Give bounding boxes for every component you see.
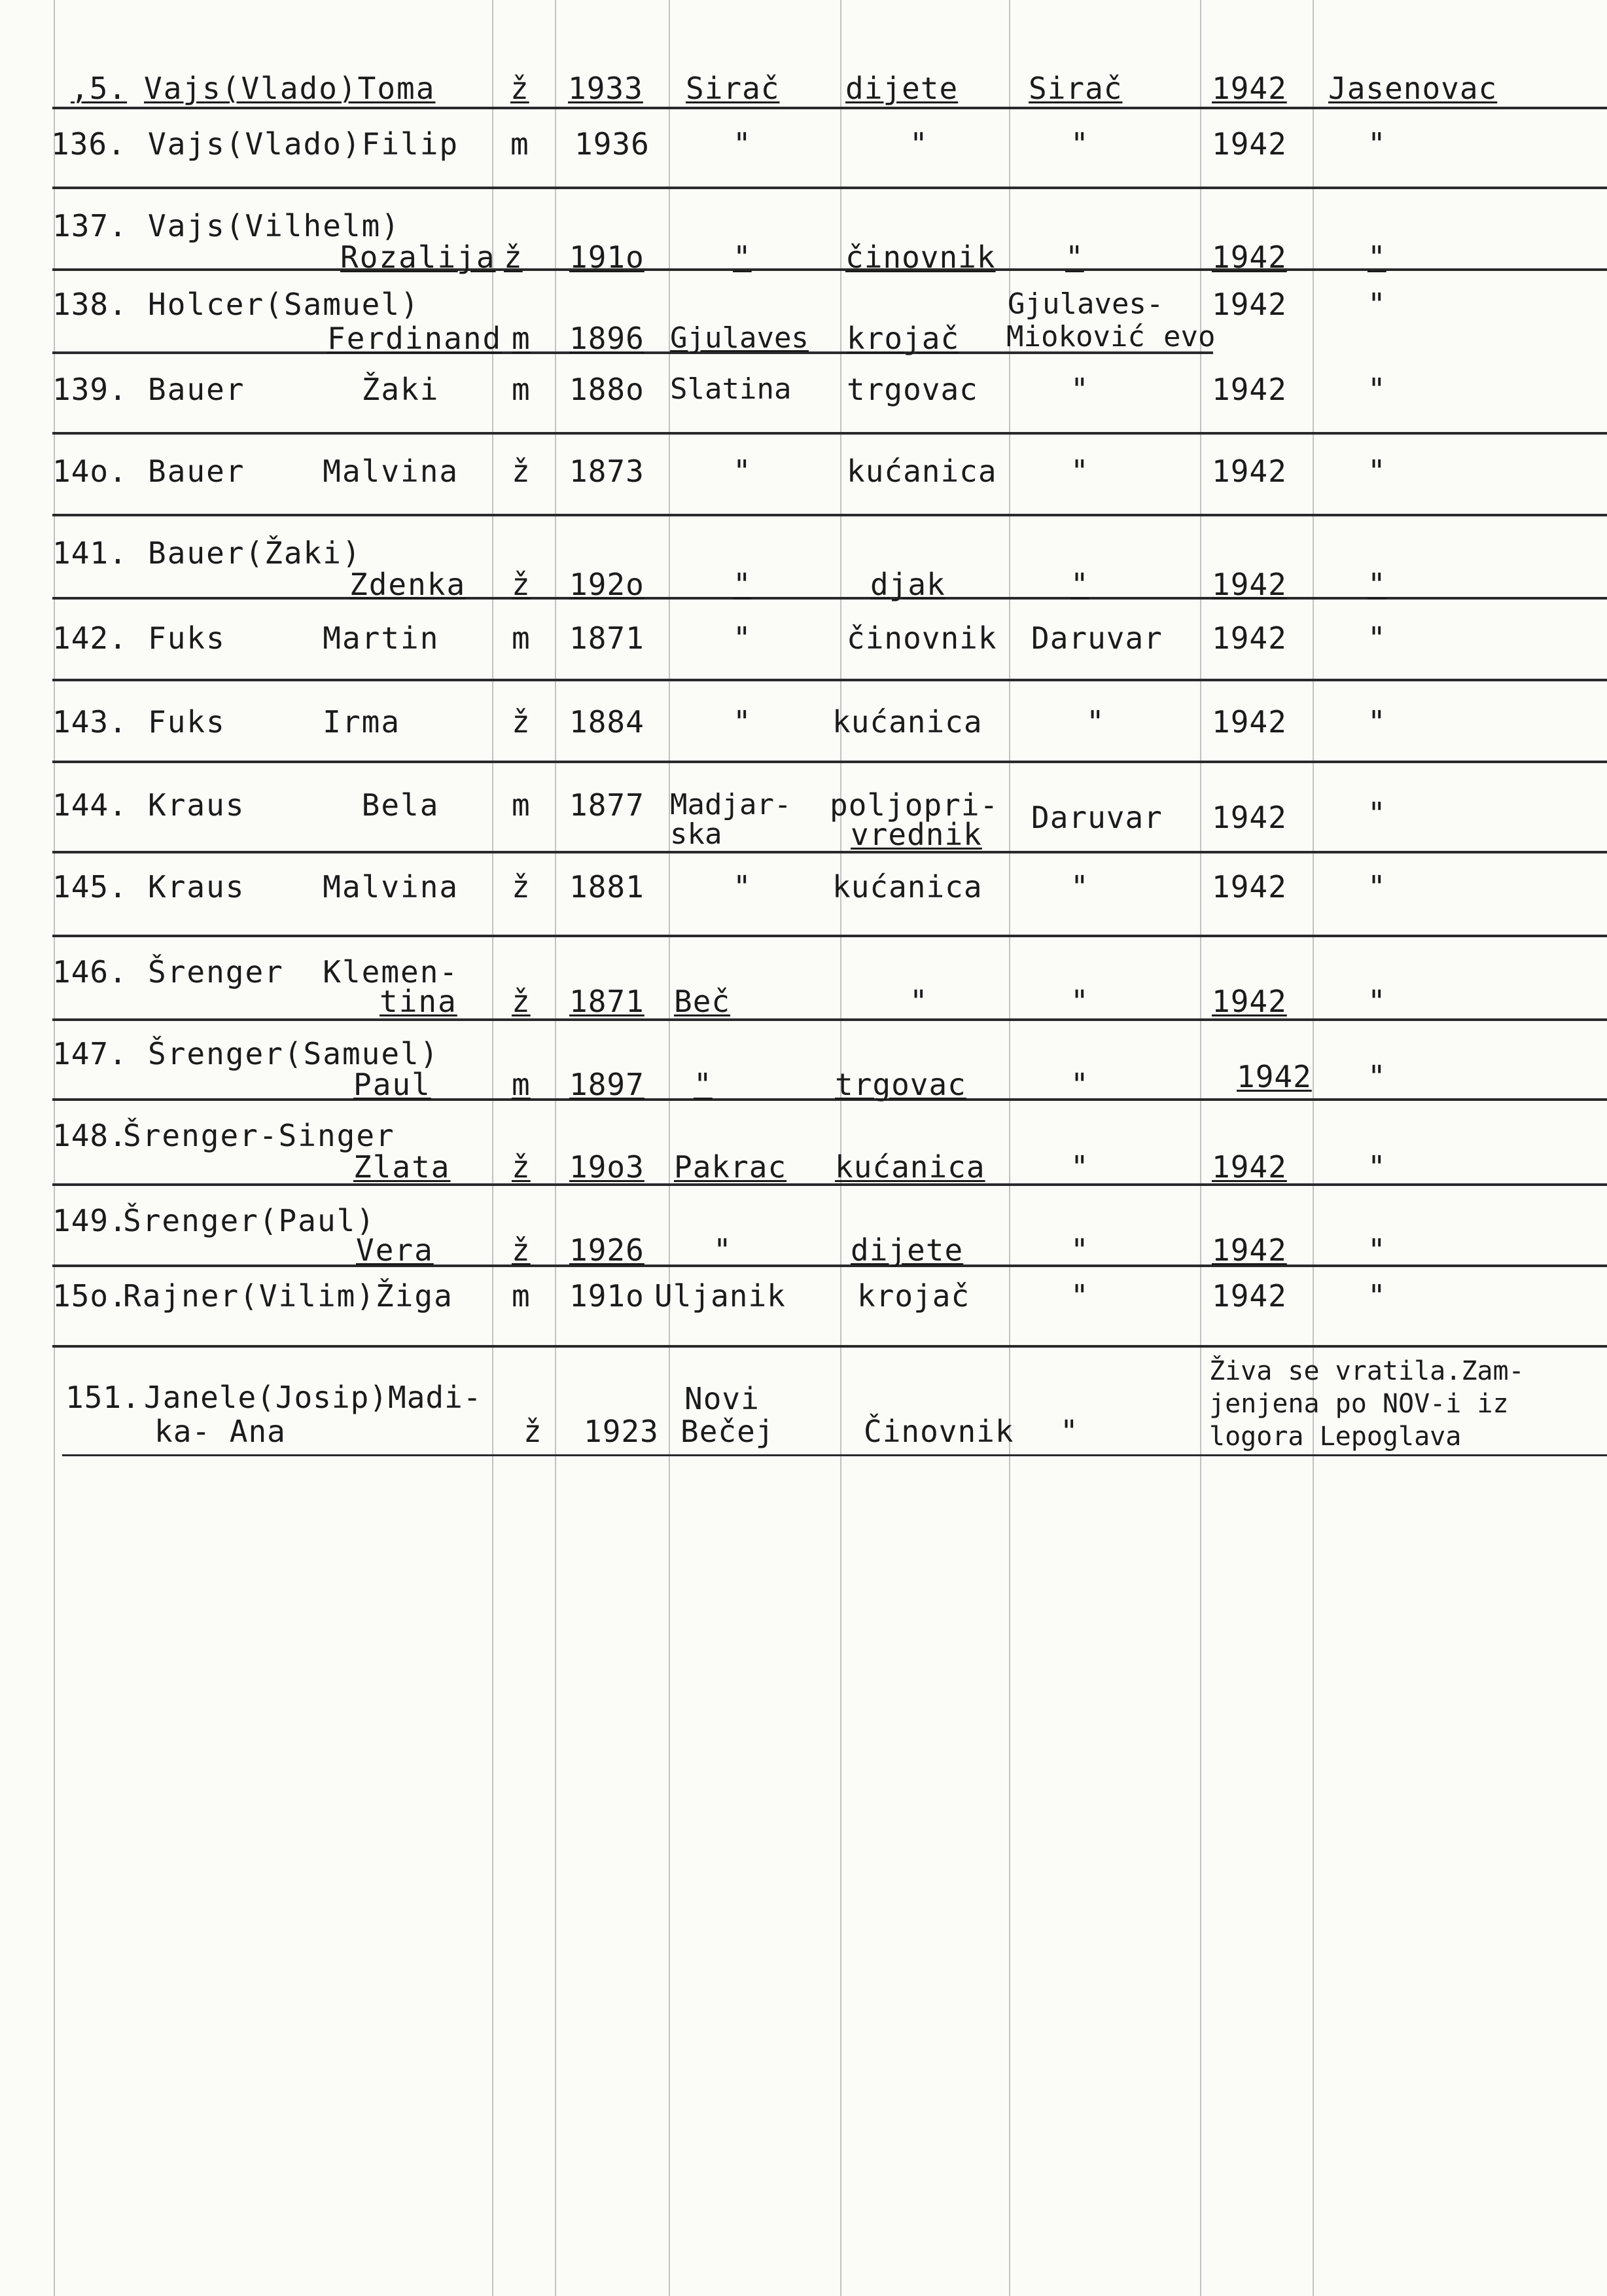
column-rule bbox=[555, 0, 556, 2296]
occupation: kućanica bbox=[835, 1149, 985, 1185]
occupation: dijete bbox=[851, 1232, 964, 1268]
row-number: 142. bbox=[52, 620, 128, 656]
birthplace: " bbox=[733, 620, 752, 656]
person-name: Fuks Irma bbox=[148, 704, 401, 740]
birth-year: 1873 bbox=[569, 454, 645, 489]
occupation: krojač bbox=[857, 1278, 970, 1314]
birthplace: Gjulaves bbox=[670, 321, 809, 355]
note-line: Živa se vratila.Zam- bbox=[1209, 1356, 1525, 1386]
row-number: 146. bbox=[52, 954, 128, 990]
residence: " bbox=[1070, 1067, 1089, 1102]
camp: " bbox=[1368, 1149, 1386, 1185]
row-number: 141. bbox=[52, 535, 128, 571]
person-name: Janele(Josip)Madi- bbox=[144, 1380, 482, 1415]
sex: ž bbox=[512, 984, 531, 1019]
sex: ž bbox=[523, 1414, 542, 1449]
residence: " bbox=[1070, 454, 1089, 489]
camp: " bbox=[1368, 1232, 1386, 1268]
sex: ž bbox=[512, 1232, 531, 1268]
residence: " bbox=[1070, 1278, 1089, 1314]
camp: Jasenovac bbox=[1328, 71, 1498, 106]
row-separator bbox=[52, 851, 1607, 853]
camp: " bbox=[1368, 567, 1386, 602]
row-separator bbox=[52, 1345, 1607, 1348]
row-separator bbox=[52, 679, 1607, 681]
birth-year: 1926 bbox=[569, 1232, 645, 1268]
death-year: 1942 bbox=[1212, 71, 1287, 106]
occupation: djak bbox=[870, 567, 945, 602]
row-number: 139. bbox=[52, 372, 128, 407]
row-number: 137. bbox=[52, 208, 128, 243]
row-number: ,5. bbox=[71, 71, 128, 106]
column-rule bbox=[1313, 0, 1314, 2296]
row-separator bbox=[52, 187, 1607, 189]
person-name-continued: Rozalija bbox=[340, 240, 496, 275]
note-line: jenjena po NOV-i iz bbox=[1209, 1389, 1509, 1419]
row-number: 147. bbox=[52, 1036, 128, 1071]
row-separator bbox=[52, 935, 1607, 937]
person-name: Vajs(Vilhelm) bbox=[148, 208, 401, 243]
camp: " bbox=[1368, 454, 1386, 489]
death-year: 1942 bbox=[1212, 1232, 1287, 1268]
person-name: Bauer(Žaki) bbox=[148, 535, 362, 571]
person-name-continued: Paul bbox=[353, 1067, 431, 1102]
birthplace: " bbox=[733, 704, 752, 740]
row-separator bbox=[52, 107, 1607, 109]
occupation: " bbox=[909, 126, 928, 162]
sex: ž bbox=[512, 1149, 531, 1185]
death-year: 1942 bbox=[1212, 454, 1287, 489]
person-name: Vajs(Vlado)Toma bbox=[144, 71, 436, 106]
row-number: 15o. bbox=[52, 1278, 128, 1314]
row-number: 136. bbox=[51, 126, 126, 162]
residence: " bbox=[1070, 126, 1089, 162]
birthplace: Novi bbox=[684, 1381, 760, 1416]
sex: m bbox=[512, 372, 531, 407]
camp: " bbox=[1368, 1278, 1386, 1314]
residence: " bbox=[1070, 984, 1089, 1019]
birthplace-continued: ska bbox=[670, 817, 722, 851]
row-number: 145. bbox=[52, 869, 128, 905]
death-year: 1942 bbox=[1212, 869, 1287, 905]
birth-year: 1897 bbox=[569, 1067, 645, 1102]
row-number: 144. bbox=[52, 787, 128, 823]
camp: " bbox=[1368, 372, 1386, 407]
occupation: dijete bbox=[845, 71, 959, 106]
camp: " bbox=[1368, 620, 1386, 656]
birth-year: 1884 bbox=[569, 704, 645, 740]
person-name-continued: Zlata bbox=[353, 1149, 451, 1185]
residence: " bbox=[1065, 240, 1084, 275]
camp: " bbox=[1368, 126, 1386, 162]
occupation: činovnik bbox=[847, 620, 997, 656]
residence: Daruvar bbox=[1031, 620, 1163, 656]
birthplace: Madjar- bbox=[670, 788, 792, 821]
residence: " bbox=[1086, 704, 1105, 740]
birth-year: 1933 bbox=[568, 71, 643, 106]
camp: " bbox=[1368, 1059, 1386, 1094]
birth-year: 1936 bbox=[574, 126, 650, 162]
occupation: činovnik bbox=[845, 240, 996, 275]
person-name-continued: Vera bbox=[356, 1232, 434, 1268]
occupation: Činovnik bbox=[864, 1414, 1014, 1449]
death-year: 1942 bbox=[1212, 1278, 1287, 1314]
camp: " bbox=[1368, 869, 1386, 905]
person-name: Šrenger Klemen- bbox=[148, 954, 459, 990]
sex: m bbox=[512, 321, 531, 356]
row-number: 149. bbox=[52, 1203, 128, 1238]
row-separator bbox=[52, 432, 1607, 435]
birth-year: 1923 bbox=[584, 1414, 659, 1449]
sex: m bbox=[512, 1067, 531, 1102]
occupation: trgovac bbox=[835, 1067, 966, 1102]
person-name: Vajs(Vlado)Filip bbox=[148, 126, 459, 162]
occupation: krojač bbox=[847, 321, 960, 356]
occupation: kućanica bbox=[847, 454, 997, 489]
row-number: 138. bbox=[52, 287, 128, 322]
birthplace: " bbox=[733, 869, 752, 905]
sex: m bbox=[512, 1278, 531, 1314]
person-name: Šrenger(Samuel) bbox=[148, 1036, 440, 1071]
row-number: 148. bbox=[52, 1118, 128, 1153]
death-year: 1942 bbox=[1212, 1149, 1287, 1185]
residence: " bbox=[1070, 372, 1089, 407]
note-line: logora Lepoglava bbox=[1209, 1422, 1462, 1452]
death-year: 1942 bbox=[1212, 567, 1287, 602]
birthplace: " bbox=[733, 567, 752, 602]
row-separator bbox=[52, 761, 1607, 763]
residence-continued: Mioković bbox=[1006, 320, 1145, 353]
death-year: 1942 bbox=[1212, 704, 1287, 740]
death-year: 1942 bbox=[1212, 984, 1287, 1019]
person-name: Šrenger-Singer bbox=[123, 1118, 395, 1153]
birthplace: " bbox=[733, 240, 752, 275]
death-year: 1942 bbox=[1212, 372, 1287, 407]
birthplace: Uljanik bbox=[654, 1278, 786, 1314]
sex: m bbox=[512, 620, 531, 656]
occupation-continued: vrednik bbox=[851, 817, 982, 852]
camp: " bbox=[1368, 704, 1386, 740]
person-name-continued: Ferdinand bbox=[327, 321, 503, 356]
birth-year: 191o bbox=[569, 240, 645, 275]
row-number: 143. bbox=[52, 704, 128, 740]
residence: Daruvar bbox=[1031, 800, 1163, 835]
occupation: kućanica bbox=[832, 704, 983, 740]
death-year: 1942 bbox=[1212, 287, 1287, 322]
residence: Sirač bbox=[1029, 71, 1123, 106]
sex: ž bbox=[510, 71, 529, 106]
residence: Gjulaves- bbox=[1008, 287, 1164, 321]
row-separator bbox=[62, 1454, 1607, 1456]
residence-continued: evo bbox=[1163, 320, 1216, 353]
residence: " bbox=[1070, 869, 1089, 905]
sex: ž bbox=[512, 869, 531, 905]
residence: " bbox=[1060, 1414, 1079, 1449]
birthplace: Beč bbox=[674, 984, 731, 1019]
person-name: Holcer(Samuel) bbox=[148, 287, 420, 322]
sex: ž bbox=[512, 454, 531, 489]
person-name: Fuks Martin bbox=[148, 620, 440, 656]
birthplace: " bbox=[713, 1232, 732, 1268]
sex: ž bbox=[504, 240, 523, 275]
person-name: Kraus Bela bbox=[148, 787, 440, 823]
sex: ž bbox=[512, 704, 531, 740]
camp: " bbox=[1368, 287, 1386, 322]
sex: m bbox=[510, 126, 529, 162]
sex: ž bbox=[512, 567, 531, 602]
birth-year: 191o bbox=[569, 1278, 645, 1314]
birthplace: " bbox=[694, 1067, 713, 1102]
residence: " bbox=[1070, 1232, 1089, 1268]
death-year: 1942 bbox=[1212, 126, 1287, 162]
person-name: Bauer Malvina bbox=[148, 454, 459, 489]
birth-year: 192o bbox=[569, 567, 645, 602]
death-year: 1942 bbox=[1212, 800, 1287, 835]
occupation: trgovac bbox=[847, 372, 978, 407]
person-name-continued: tina bbox=[380, 984, 457, 1019]
person-name: Rajner(Vilim)Žiga bbox=[123, 1278, 453, 1314]
death-year: 1942 bbox=[1212, 240, 1287, 275]
row-number: 151. bbox=[65, 1380, 141, 1415]
birthplace: Sirač bbox=[686, 71, 780, 106]
person-name: Kraus Malvina bbox=[148, 869, 459, 905]
birth-year: 1896 bbox=[569, 321, 645, 356]
death-year: 1942 bbox=[1237, 1059, 1312, 1094]
birthplace: " bbox=[733, 126, 752, 162]
row-separator bbox=[52, 514, 1607, 516]
row-separator bbox=[52, 1098, 1607, 1101]
birth-year: 19o3 bbox=[569, 1149, 645, 1185]
birthplace-continued: Bečej bbox=[680, 1414, 775, 1449]
person-name-continued: Zdenka bbox=[349, 567, 467, 602]
person-name: Šrenger(Paul) bbox=[123, 1203, 376, 1238]
birth-year: 1871 bbox=[569, 984, 645, 1019]
sex: m bbox=[512, 787, 531, 823]
birthplace: Slatina bbox=[670, 372, 792, 406]
death-year: 1942 bbox=[1212, 620, 1287, 656]
residence: " bbox=[1070, 1149, 1089, 1185]
camp: " bbox=[1368, 796, 1386, 831]
birth-year: 1877 bbox=[569, 787, 645, 823]
birthplace: Pakrac bbox=[674, 1149, 787, 1185]
column-rule bbox=[840, 0, 841, 2296]
residence: " bbox=[1070, 567, 1089, 602]
occupation: kućanica bbox=[832, 869, 983, 905]
occupation: poljopri- bbox=[830, 787, 999, 823]
camp: " bbox=[1368, 984, 1386, 1019]
birth-year: 188o bbox=[569, 372, 645, 407]
occupation: " bbox=[909, 984, 928, 1019]
person-name: Bauer Žaki bbox=[148, 372, 440, 407]
birth-year: 1881 bbox=[569, 869, 645, 905]
birthplace: " bbox=[733, 454, 752, 489]
birth-year: 1871 bbox=[569, 620, 645, 656]
row-number: 14o. bbox=[52, 454, 128, 489]
person-name-continued: ka- Ana bbox=[154, 1414, 286, 1449]
camp: " bbox=[1368, 240, 1386, 275]
